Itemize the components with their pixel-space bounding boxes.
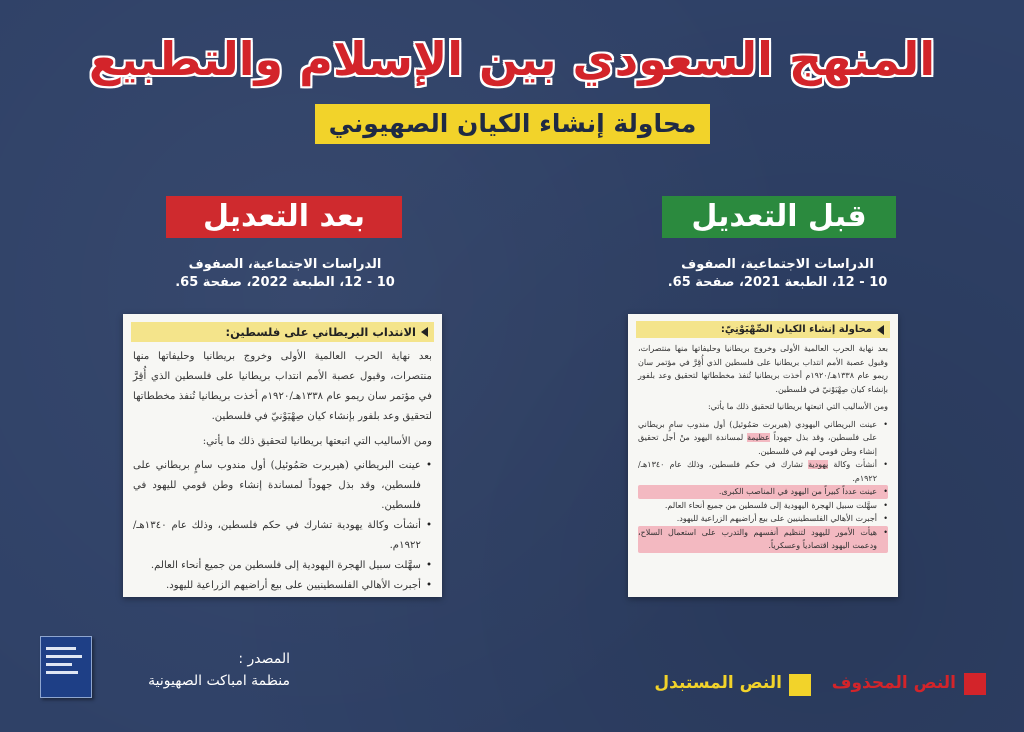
after-caption-line2: 10 - 12، الطبعة 2022، صفحة 65. — [175, 275, 395, 290]
bullet-1-text-a: عينت البريطاني اليهودي (هيربرت صَمُوئيل) أول مندوب سامٍ بريطاني على فلسطين، وقد بذل جهوداً — [638, 419, 878, 442]
before-heading-text: محاولة إنشاء الكيان الصِّهْيَوْنِيّ: — [720, 324, 872, 335]
deleted-bullet-highlight: • هيأت الأمور لليهود لتنظيم أنفسهم والتدرب على استعمال السلاح، ودعمت اليهود اقتصادياً وعسكرياً. — [638, 526, 888, 553]
before-page-heading — [636, 321, 890, 338]
page-title: المنهج السعودي بين الإسلام والتطبيع — [88, 32, 936, 86]
after-paragraph-2: ومن الأساليب التي اتبعتها بريطانيا لتحقيق ذلك ما يأتي: — [202, 436, 432, 447]
deleted-legend-label: النص المحذوف — [831, 673, 956, 693]
report-cover-thumbnail — [40, 636, 92, 698]
before-caption-line1: الدراسات الاجتماعية، الصفوف — [681, 257, 874, 272]
triangle-icon — [877, 325, 884, 335]
subtitle-banner: محاولة إنشاء الكيان الصهيوني — [315, 104, 710, 144]
bullet-2-text-a: أنشأت وكالة — [833, 460, 877, 469]
after-textbook-page — [123, 314, 442, 597]
bullet-1-text-b: لمساندة اليهود منْ أجل تحقيق إنشاء وطن قومي لهم في فلسطين. — [638, 433, 877, 456]
replaced-legend-swatch — [789, 674, 811, 696]
list-item: • أنشأت وكالة يهودية تشارك في حكم فلسطين، وذلك عام ١٣٤٠هـ/١٩٢٢م. — [133, 516, 432, 556]
deleted-word-highlight: عظيمة — [747, 433, 770, 442]
before-paragraph-2: ومن الأساليب التي اتبعتها بريطانيا لتحقيق ذلك ما يأتي: — [707, 402, 888, 411]
after-paragraph-1: بعد نهاية الحرب العالمية الأولى وخروج بريطانيا وحليفاتها منها منتصرات، وقبول عصبة الأمم انتداب بريطانيا على فلسطين الذي أُقِرَّ في مؤتمر سان ريمو عام ١٣٣٨هـ/١٩٢٠م أخذت بريطانيا تُنفذ مخططاتها لتحقيق وعد بلفور بإنشاء كيان صِهْيَوْنيّ في فلسطين. — [133, 351, 432, 422]
before-caption — [655, 256, 900, 292]
source-label: المصدر : — [238, 651, 290, 667]
list-item — [638, 458, 888, 485]
deleted-word-highlight: يهودية — [808, 460, 829, 469]
before-bullet-list — [638, 418, 888, 553]
source-name: منظمة امباكت الصهيونية — [148, 673, 290, 689]
list-item: • أجبرت الأهالي الفلسطينيين على بيع أراضيهم الزراعية لليهود. — [133, 576, 432, 596]
after-caption — [160, 256, 410, 292]
list-item: • أجبرت الأهالي الفلسطينيين على بيع أراضيهم الزراعية لليهود. — [638, 512, 888, 526]
cover-line — [46, 647, 76, 650]
bullet-2-text-b: تشارك في حكم فلسطين، وذلك عام ١٣٤٠هـ/١٩٢٢م. — [638, 460, 877, 483]
before-caption-line2: 10 - 12، الطبعة 2021، صفحة 65. — [667, 275, 888, 290]
after-heading-text: الانتداب البريطاني على فلسطين: — [225, 325, 416, 339]
list-item — [638, 418, 888, 459]
after-page-heading — [131, 322, 434, 342]
before-textbook-page — [628, 314, 898, 597]
deleted-bullet-highlight: • عينت عدداً كبيراً من اليهود في المناصب الكبرى. — [638, 485, 888, 499]
list-item: • عينت البريطاني (هيربرت صَمُوئيل) أول مندوب سامٍ بريطاني على فلسطين، وقد بذل جهوداً لمساندة إنشاء وطن قومي لليهود في فلسطين. — [133, 456, 432, 516]
cover-line — [46, 663, 72, 666]
after-caption-line1: الدراسات الاجتماعية، الصفوف — [188, 257, 382, 272]
replaced-legend-label: النص المستبدل — [654, 673, 782, 693]
before-edit-tag: قبل التعديل — [662, 196, 896, 238]
list-item: • سهَّلت سبيل الهجرة اليهودية إلى فلسطين من جميع أنحاء العالم. — [638, 499, 888, 513]
triangle-icon — [421, 327, 428, 337]
before-paragraph-1: بعد نهاية الحرب العالمية الأولى وخروج بريطانيا وحليفاتها منها منتصرات، وقبول عصبة الأمم انتداب بريطانيا على فلسطين الذي أُقِرَّ في مؤتمر سان ريمو عام ١٣٣٨هـ/١٩٢٠م أخذت بريطانيا تُنفذ مخططاتها لتحقيق وعد بلفور بإنشاء كيان صِهْيَوْنيّ في فلسطين. — [638, 344, 889, 394]
after-edit-tag: بعد التعديل — [166, 196, 402, 238]
list-item: • سهَّلت سبيل الهجرة اليهودية إلى فلسطين من جميع أنحاء العالم. — [133, 556, 432, 576]
cover-line — [46, 671, 78, 674]
deleted-legend-swatch — [964, 673, 986, 695]
after-bullet-list — [133, 456, 432, 596]
cover-line — [46, 655, 82, 658]
